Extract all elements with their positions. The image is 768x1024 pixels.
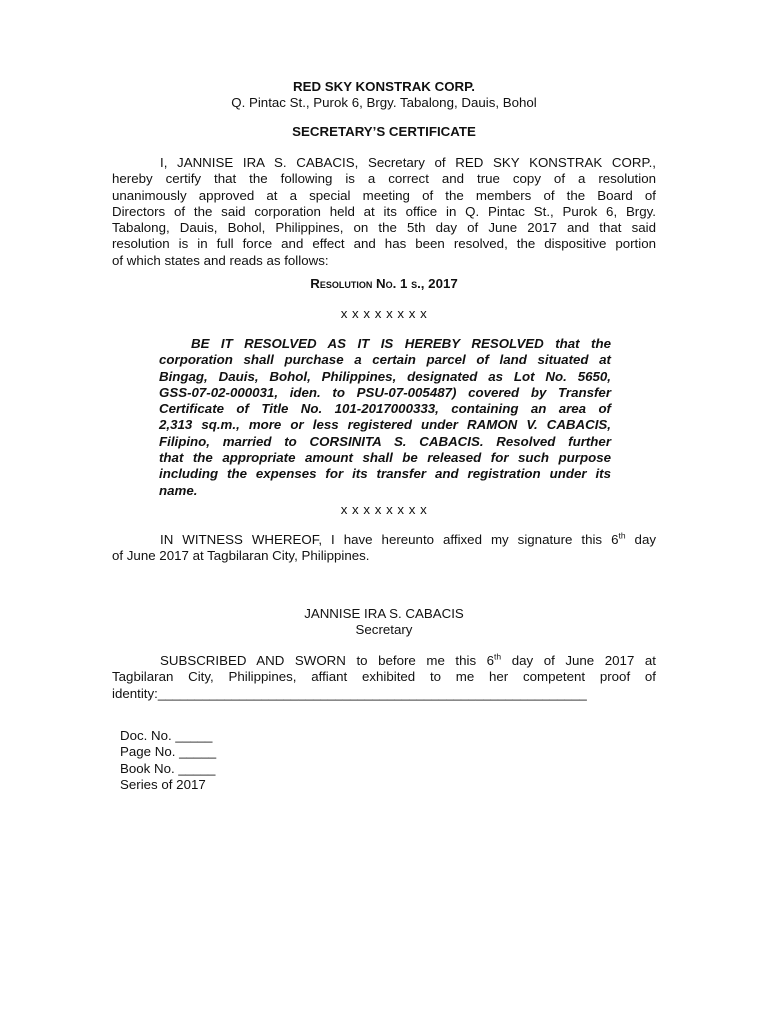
separator-top: x x x x x x x x [340,306,428,321]
intro-line: resolution is in full force and effect and has been resolved, the dispositive portion [112,236,656,252]
separator-bottom: x x x x x x x x [340,502,428,517]
witness-paragraph [112,532,656,565]
witness-text: day [625,532,656,547]
resolution-line: corporation shall purchase a certain parcel of land situated at [159,352,611,368]
resolution-body [159,336,611,499]
intro-line: Tabalong, Dauis, Bohol, Philippines, on the 5th day of June 2017 and that said [112,220,656,236]
witness-text: IN WITNESS WHEREOF, I have hereunto affixed my signature this 6 [160,532,619,547]
resolution-line: including the expenses for its transfer and registration under its [159,466,611,482]
intro-line: unanimously approved at a special meeting of the members of the Board of [112,187,656,203]
signatory-title: Secretary [355,622,413,637]
page-number: Page No. _____ [120,744,217,760]
subscribed-text: day of June 2017 at [501,653,656,668]
company-address: Q. Pintac St., Purok 6, Brgy. Tabalong, Dauis, Bohol [231,95,537,110]
intro-line: Directors of the said corporation held at its office in Q. Pintac St., Purok 6, Brgy. [112,203,656,219]
resolution-line: that the appropriate amount shall be released for such purpose [159,450,611,466]
series-year: Series of 2017 [120,776,206,792]
notarial-block [120,728,320,793]
witness-line [112,532,656,548]
company-name: RED SKY KONSTRAK CORP. [292,79,475,94]
resolution-line: 2,313 sq.m., more or less registered under RAMON V. CABACIS, [159,417,611,433]
intro-paragraph [112,155,656,269]
resolution-line: Bingag, Dauis, Bohol, Philippines, designated as Lot No. 5650, [159,368,611,384]
signatory-name: JANNISE IRA S. CABACIS [304,606,464,621]
witness-line: of June 2017 at Tagbilaran City, Philippines. [112,548,370,564]
ordinal-suffix: th [618,530,626,541]
resolution-heading: Resolution No. 1 s., 2017 [310,276,458,291]
resolution-line: Certificate of Title No. 101-2017000333, containing an area of [159,401,611,417]
intro-line: hereby certify that the following is a correct and true copy of a resolution [112,171,656,187]
subscribed-text: SUBSCRIBED AND SWORN to before me this 6 [160,653,495,668]
resolution-lead: BE IT RESOLVED AS IT IS HEREBY RESOLVED that the [191,336,611,351]
resolution-line: Filipino, married to CORSINITA S. CABACIS. Resolved further [159,433,611,449]
certificate-title: SECRETARY’S CERTIFICATE [292,124,476,139]
intro-line: I, JANNISE IRA S. CABACIS, Secretary of RED SKY KONSTRAK CORP., [160,155,656,170]
ordinal-suffix: th [494,651,502,662]
subscribed-line: Tagbilaran City, Philippines, affiant exhibited to me her competent proof of [112,669,656,685]
subscribed-line [112,653,656,669]
subscribed-paragraph [112,653,656,702]
resolution-line: GSS-07-02-000031, iden. to PSU-07-005487) covered by Transfer [159,384,611,400]
resolution-line: name. [159,482,198,498]
book-number: Book No. _____ [120,760,216,776]
identity-line: identity:__________________________________________________________ [112,685,587,701]
doc-number: Doc. No. _____ [120,728,213,743]
intro-line: of which states and reads as follows: [112,252,329,268]
